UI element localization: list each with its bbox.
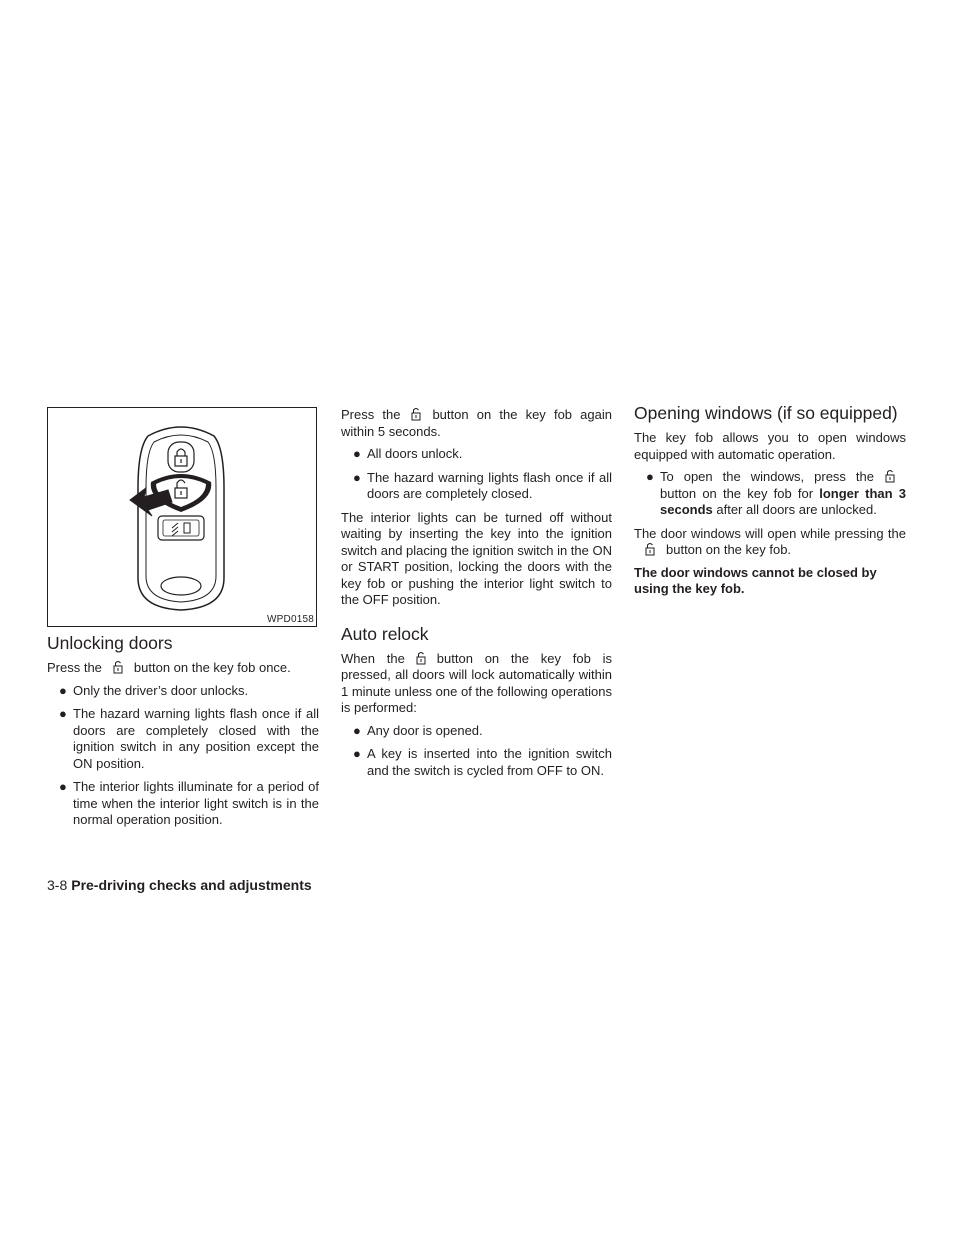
lock-icon <box>168 442 194 472</box>
opening-windows-heading: Opening windows (if so equipped) <box>634 403 898 423</box>
column-1 <box>47 632 319 836</box>
bullet-icon: ● <box>353 722 361 738</box>
list-item: ● All doors unlock. <box>353 446 463 461</box>
list-item: ● Any door is opened. <box>353 722 483 738</box>
auto-relock-bullets <box>341 723 612 780</box>
section-title: Pre-driving checks and adjustments <box>71 877 312 893</box>
column-2 <box>341 407 612 786</box>
unlock-icon <box>102 660 134 674</box>
unlock-icon <box>634 542 666 556</box>
list-item: ● To open the windows, press thebutton on the key fob for longer than 3 seconds after all doors are unlocked. <box>646 469 906 517</box>
unlock-icon <box>400 407 432 421</box>
bullet-icon: ● <box>59 706 67 721</box>
bullet-icon: ● <box>353 469 361 485</box>
key-fob-illustration <box>48 408 316 626</box>
list-item: ● A key is inserted into the ignition switch and the switch is cycled from OFF to ON. <box>353 746 612 778</box>
unlock-again-bullets <box>341 446 612 503</box>
auto-relock-heading: Auto relock <box>341 623 429 644</box>
unlock-intro-post: button on the key fob once. <box>133 660 291 675</box>
unlock-icon <box>405 651 437 665</box>
windows-warning: The door windows cannot be closed by using the key fob. <box>634 564 877 596</box>
unlock-intro <box>47 660 319 677</box>
list-item: ● The hazard warning lights flash once if all doors are completely closed with the ignition switch in any position except the ON position. <box>59 706 319 771</box>
page-number: 3-8 <box>47 877 68 893</box>
windows-bullets <box>634 469 906 519</box>
unlock-intro-pre: Press the <box>47 660 102 675</box>
windows-intro: The key fob allows you to open windows equipped with automatic operation. <box>634 430 906 462</box>
interior-lights-paragraph: The interior lights can be turned off without waiting by inserting the key into the ignition switch and placing the ignition switch in the ON or START position, locking the doors with the key fob or pushing the interior light switch to the OFF position. <box>341 509 612 607</box>
list-item: ● The hazard warning lights flash once if all doors are completely closed. <box>353 469 612 501</box>
figure-id: WPD0158 <box>267 614 314 625</box>
bullet-icon: ● <box>646 469 654 484</box>
bullet-icon: ● <box>59 779 67 794</box>
bullet-icon: ● <box>353 746 361 761</box>
bullet-icon: ● <box>59 682 67 698</box>
unlock-again-intro: Press the button on the key fob again within 5 seconds. <box>341 407 612 439</box>
panic-alarm-icon <box>158 516 204 540</box>
list-item: ● Only the driver’s door unlocks. <box>59 682 249 698</box>
unlocking-doors-heading: Unlocking doors <box>47 633 173 653</box>
column-3 <box>634 402 906 604</box>
windows-open-paragraph: The door windows will open while pressing thebutton on the key fob. <box>634 525 906 557</box>
unlock-icon <box>874 469 906 483</box>
list-item: ● The interior lights illuminate for a period of time when the interior light switch is in the normal operation position. <box>59 779 319 827</box>
unlock-bullets <box>47 683 319 829</box>
page-footer <box>47 876 312 894</box>
bullet-icon: ● <box>353 446 361 461</box>
auto-relock-intro: When the button on the key fob is pressed, all doors will lock automatically within 1 minute unless one of the following operations is performed: <box>341 650 613 715</box>
key-fob-figure <box>47 407 317 627</box>
